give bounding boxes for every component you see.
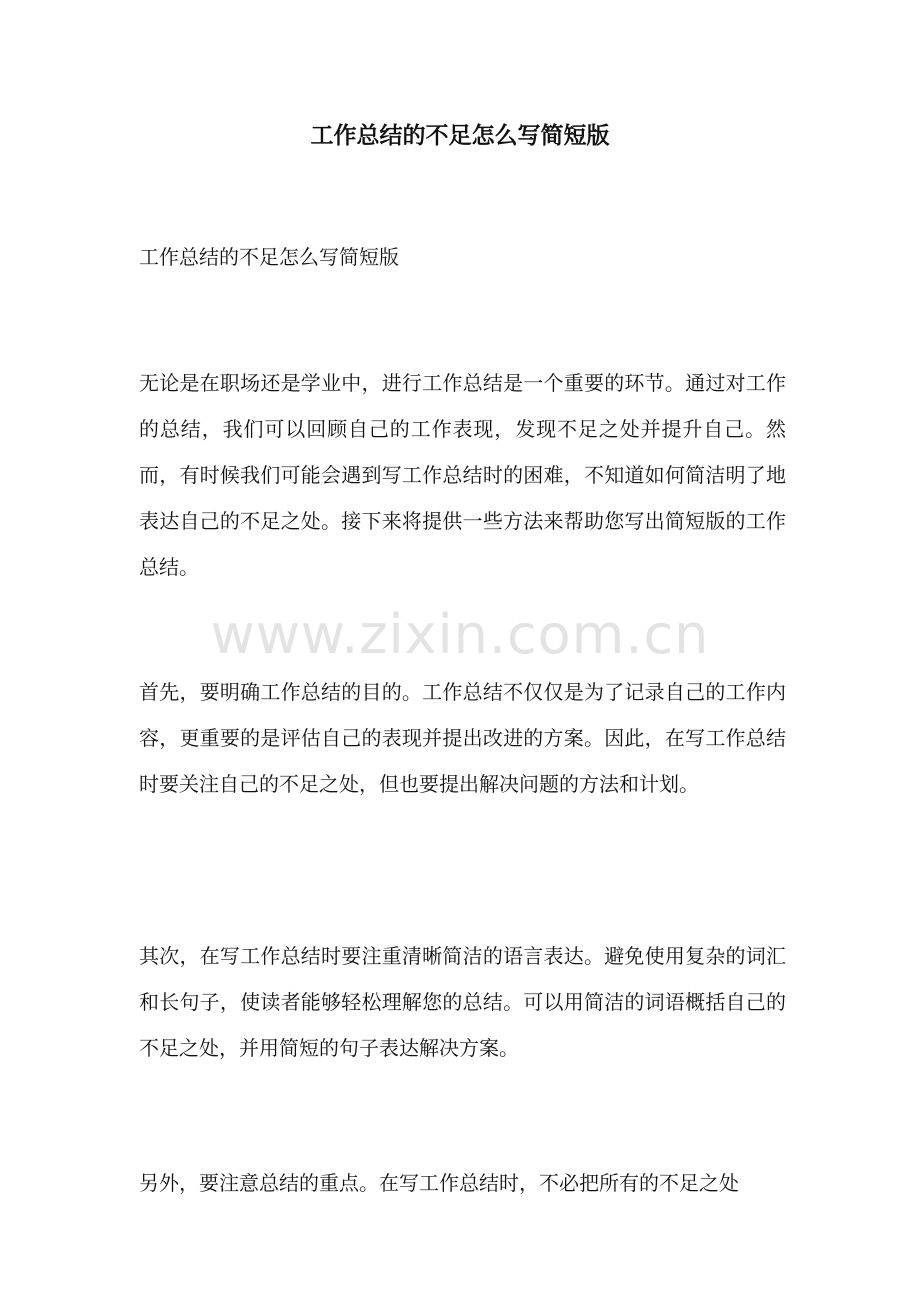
paragraph-1: 无论是在职场还是学业中，进行工作总结是一个重要的环节。通过对工作的总结，我们可以回顾自己的工作表现，发现不足之处并提升自己。然而，有时候我们可能会遇到写工作总结时的困难，不知道如何简洁明了地表达自己的不足之处。接下来将提供一些方法来帮助您写出简短版的工作总结。 (139, 371, 786, 579)
document-subtitle: 工作总结的不足怎么写简短版 (139, 245, 399, 269)
document-title: 工作总结的不足怎么写简短版 (310, 122, 610, 149)
paragraph-2: 首先，要明确工作总结的目的。工作总结不仅仅是为了记录自己的工作内容，更重要的是评估自己的表现并提出改进的方案。因此，在写工作总结时要关注自己的不足之处，但也要提出解决问题的方法和计划。 (139, 680, 786, 796)
paragraph-3: 其次，在写工作总结时要注重清晰简洁的语言表达。避免使用复杂的词汇和长句子，使读者能够轻松理解您的总结。可以用简洁的词语概括自己的不足之处，并用简短的句子表达解决方案。 (139, 944, 786, 1060)
watermark-text: www.zixin.com.cn (210, 603, 710, 666)
paragraph-4: 另外，要注意总结的重点。在写工作总结时，不必把所有的不足之处 (139, 1171, 739, 1195)
